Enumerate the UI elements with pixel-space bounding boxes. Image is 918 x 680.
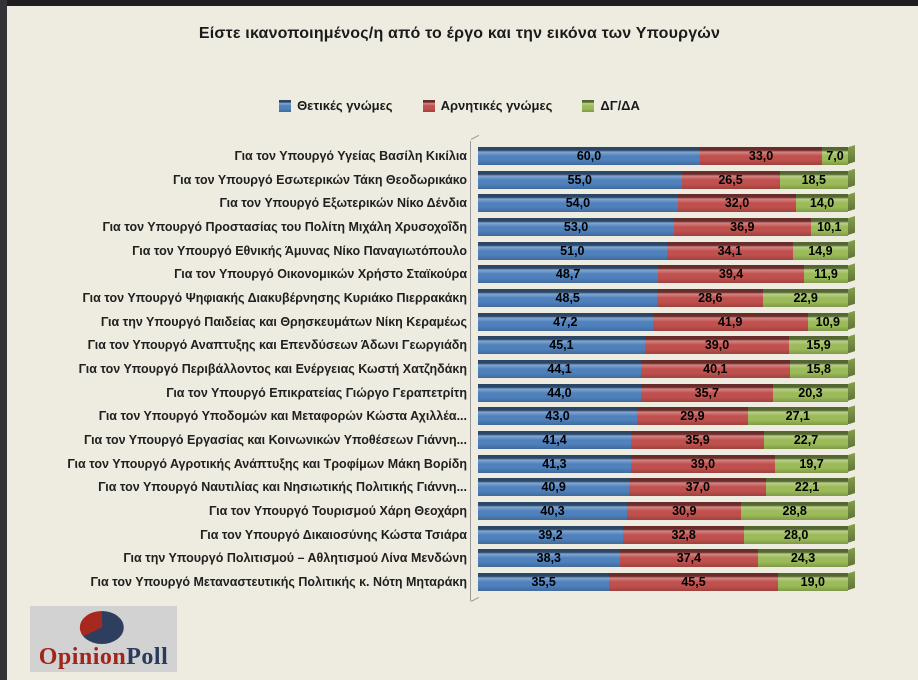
row-label: Για τον Υπουργό Περιβάλλοντος και Ενέργειας Κωστή Χατζηδάκη <box>78 362 467 377</box>
legend-swatch-dontknow-icon <box>582 100 594 112</box>
value-label: 40,3 <box>540 504 565 519</box>
chart-row <box>7 431 918 449</box>
bar-segment-negative <box>657 289 763 307</box>
value-label: 36,9 <box>730 220 755 235</box>
value-label: 38,3 <box>536 551 562 566</box>
row-label: Για τον Υπουργό Υγείας Βασίλη Κικίλια <box>234 149 467 163</box>
value-label: 15,8 <box>806 362 831 377</box>
bar-segment-dontknow <box>793 242 848 260</box>
value-label: 39,0 <box>690 456 716 471</box>
row-label: Για τον Υπουργό Οικονομικών Χρήστο Σταϊκούρα <box>174 267 467 282</box>
bar-segment-dontknow <box>796 194 848 212</box>
logo-text-opinion: Opinion <box>38 644 127 670</box>
bar-segment-negative <box>645 336 789 354</box>
legend-item-negative <box>423 98 553 113</box>
value-label: 32,8 <box>671 527 696 542</box>
chart-row <box>7 289 918 307</box>
chart-row <box>7 242 918 260</box>
bar-segment-dontknow <box>780 171 848 189</box>
bar-segment-dontknow <box>822 147 848 165</box>
row-label: Για τον Υπουργό Μεταναστευτικής Πολιτικής κ. Νότη Μηταράκη <box>90 575 467 590</box>
chart-row <box>7 336 918 354</box>
value-label: 40,9 <box>541 480 566 495</box>
bar-segment-dontknow <box>775 455 848 473</box>
value-label: 7,0 <box>826 149 844 163</box>
value-label: 41,4 <box>542 433 567 448</box>
bar-end-cap <box>848 547 855 566</box>
bar-segment-dontknow <box>741 502 848 520</box>
bar-segment-positive <box>478 242 667 260</box>
chart-row <box>7 573 918 591</box>
bar-segment-positive <box>478 455 631 473</box>
stacked-bar <box>478 289 848 307</box>
value-label: 39,0 <box>704 338 730 353</box>
top-border <box>0 0 918 6</box>
bar-segment-negative <box>627 502 741 520</box>
chart-row <box>7 313 918 331</box>
bar-segment-negative <box>631 455 775 473</box>
value-label: 27,1 <box>785 409 811 424</box>
bar-segment-dontknow <box>790 360 848 378</box>
value-label: 10,1 <box>817 220 842 235</box>
legend-label-negative: Αρνητικές γνώμες <box>440 98 553 113</box>
stacked-bar <box>478 549 848 567</box>
bar-segment-negative <box>658 265 804 283</box>
row-label: Για τον Υπουργό Εργασίας και Κοινωνικών Υποθέσεων Γιάννη... <box>83 433 467 448</box>
bar-segment-dontknow <box>744 526 848 544</box>
bar-end-cap <box>848 240 855 259</box>
bar-end-cap <box>848 358 855 377</box>
opinionpoll-logo <box>30 606 177 672</box>
logo-text-poll: Poll <box>126 644 169 670</box>
stacked-bar <box>478 313 848 331</box>
value-label: 35,5 <box>531 575 556 590</box>
stacked-bar <box>478 265 848 283</box>
value-label: 11,9 <box>814 267 838 282</box>
value-label: 55,0 <box>567 172 592 187</box>
chart-row <box>7 265 918 283</box>
stacked-bar <box>478 573 848 591</box>
bar-segment-positive <box>478 265 658 283</box>
value-label: 39,2 <box>538 527 563 542</box>
stacked-bar <box>478 171 848 189</box>
stacked-bar <box>478 502 848 520</box>
value-label: 39,4 <box>718 267 744 282</box>
legend-item-positive <box>279 98 393 113</box>
row-label: Για τον Υπουργό Προστασίας του Πολίτη Μιχάλη Χρυσοχοΐδη <box>102 220 467 235</box>
value-label: 44,0 <box>547 385 572 400</box>
bar-segment-dontknow <box>773 384 848 402</box>
bar-end-cap <box>848 192 855 211</box>
row-label: Για τον Υπουργό Υποδομών και Μεταφορών Κώστα Αχιλλέα... <box>98 409 467 424</box>
value-label: 54,0 <box>565 196 591 211</box>
value-label: 44,1 <box>547 362 572 377</box>
bar-segment-dontknow <box>778 573 848 591</box>
bar-segment-positive <box>478 526 623 544</box>
chart-row <box>7 360 918 378</box>
bar-segment-positive <box>478 313 653 331</box>
legend <box>7 98 912 113</box>
value-label: 14,0 <box>809 196 835 211</box>
bar-segment-dontknow <box>789 336 848 354</box>
bar-segment-negative <box>637 407 748 425</box>
legend-swatch-negative-icon <box>423 100 435 112</box>
left-border <box>0 0 7 680</box>
stacked-bar <box>478 194 848 212</box>
bar-segment-negative <box>653 313 808 331</box>
legend-label-dontknow: ΔΓ/ΔΑ <box>600 98 640 113</box>
row-label: Για τον Υπουργό Τουρισμού Χάρη Θεοχάρη <box>209 504 467 519</box>
bar-segment-positive <box>478 478 629 496</box>
value-label: 24,3 <box>790 551 816 566</box>
value-label: 10,9 <box>815 314 840 329</box>
bar-end-cap <box>848 453 855 472</box>
chart-row <box>7 455 918 473</box>
bar-end-cap <box>848 476 855 495</box>
stacked-bar <box>478 407 848 425</box>
value-label: 30,9 <box>672 504 697 519</box>
row-label: Για τον Υπουργό Δικαιοσύνης Κώστα Τσιάρα <box>200 527 467 542</box>
value-label: 29,9 <box>680 409 705 424</box>
chart-row <box>7 147 918 165</box>
bar-segment-dontknow <box>764 431 848 449</box>
value-label: 22,7 <box>793 433 819 448</box>
chart-row <box>7 526 918 544</box>
bar-end-cap <box>848 334 855 353</box>
bar-segment-dontknow <box>811 218 848 236</box>
pie-chart-logo-icon <box>79 611 123 644</box>
value-label: 20,3 <box>798 385 823 400</box>
bar-segment-negative <box>682 171 780 189</box>
stacked-bar <box>478 478 848 496</box>
value-label: 26,5 <box>718 172 743 187</box>
bar-segment-dontknow <box>748 407 848 425</box>
value-label: 53,0 <box>563 220 589 235</box>
row-label: Για τον Υπουργό Εξωτερικών Νίκο Δένδια <box>219 196 467 211</box>
bar-segment-negative <box>631 431 764 449</box>
bar-end-cap <box>848 311 855 330</box>
bar-segment-negative <box>700 147 822 165</box>
row-label: Για τον Υπουργό Εθνικής Άμυνας Νίκο Παναγιωτόπουλο <box>132 243 467 258</box>
value-label: 18,5 <box>801 172 826 187</box>
value-label: 37,0 <box>685 480 710 495</box>
bar-segment-positive <box>478 360 641 378</box>
stacked-bar <box>478 147 848 165</box>
value-label: 45,5 <box>681 575 706 590</box>
legend-item-dontknow <box>582 98 640 113</box>
bar-segment-positive <box>478 194 678 212</box>
bar-segment-positive <box>478 407 637 425</box>
stacked-bar <box>478 431 848 449</box>
bar-end-cap <box>848 145 855 164</box>
row-label: Για τον Υπουργό Αγροτικής Ανάπτυξης και Τροφίμων Μάκη Βορίδη <box>67 456 467 471</box>
bar-segment-positive <box>478 147 700 165</box>
chart-row <box>7 194 918 212</box>
bar-end-cap <box>848 429 855 448</box>
value-label: 35,7 <box>694 385 719 400</box>
bar-end-cap <box>848 571 855 590</box>
value-label: 60,0 <box>576 149 602 163</box>
value-label: 28,6 <box>698 291 723 306</box>
chart-row <box>7 384 918 402</box>
bar-end-cap <box>848 382 855 401</box>
bar-end-cap <box>848 287 855 306</box>
bar-end-cap <box>848 263 855 282</box>
bar-segment-positive <box>478 336 645 354</box>
bar-segment-negative <box>609 573 777 591</box>
value-label: 48,5 <box>555 291 580 306</box>
row-label: Για τον Υπουργό Ναυτιλίας και Νησιωτικής Πολιτικής Γιάννη... <box>98 480 467 495</box>
value-label: 47,2 <box>553 314 578 329</box>
stacked-bar <box>478 526 848 544</box>
bar-segment-negative <box>641 384 773 402</box>
chart-row <box>7 218 918 236</box>
bar-end-cap <box>848 169 855 188</box>
value-label: 48,7 <box>555 267 581 282</box>
chart-row <box>7 407 918 425</box>
value-label: 34,1 <box>717 243 742 258</box>
value-label: 14,9 <box>808 243 833 258</box>
value-label: 28,0 <box>784 527 809 542</box>
chart-rows <box>7 147 918 591</box>
bar-segment-positive <box>478 218 674 236</box>
value-label: 41,9 <box>717 314 743 329</box>
bar-segment-negative <box>678 194 796 212</box>
row-label: Για τον Υπουργό Επικρατείας Γιώργο Γεραπετρίτη <box>166 385 467 400</box>
legend-label-positive: Θετικές γνώμες <box>297 98 393 113</box>
stacked-bar <box>478 218 848 236</box>
row-label: Για τον Υπουργό Ψηφιακής Διακυβέρνησης Κυριάκο Πιερρακάκη <box>82 291 467 306</box>
bar-segment-dontknow <box>804 265 848 283</box>
stacked-bar <box>478 455 848 473</box>
stacked-bar <box>478 384 848 402</box>
bar-segment-dontknow <box>808 313 848 331</box>
bar-end-cap <box>848 405 855 424</box>
bar-segment-positive <box>478 549 620 567</box>
chart-area <box>7 147 918 597</box>
bar-segment-dontknow <box>758 549 848 567</box>
bar-segment-positive <box>478 431 631 449</box>
stacked-bar <box>478 336 848 354</box>
value-label: 19,0 <box>800 575 825 590</box>
value-label: 41,3 <box>542 456 567 471</box>
bar-segment-negative <box>623 526 744 544</box>
bar-segment-dontknow <box>766 478 848 496</box>
bar-segment-negative <box>629 478 766 496</box>
value-label: 22,9 <box>793 291 818 306</box>
value-label: 45,1 <box>549 338 574 353</box>
bar-segment-positive <box>478 384 641 402</box>
chart-row <box>7 478 918 496</box>
value-label: 15,9 <box>806 338 831 353</box>
bar-segment-dontknow <box>763 289 848 307</box>
value-label: 28,8 <box>782 504 807 519</box>
chart-row <box>7 171 918 189</box>
value-label: 40,1 <box>703 362 728 377</box>
row-label: Για την Υπουργό Πολιτισμού – Αθλητισμού Λίνα Μενδώνη <box>123 551 467 566</box>
row-label: Για την Υπουργό Παιδείας και Θρησκευμάτων Νίκη Κεραμέως <box>100 314 467 329</box>
legend-swatch-positive-icon <box>279 100 291 112</box>
chart-row <box>7 549 918 567</box>
chart-title: Είστε ικανοποιημένος/η από το έργο και την εικόνα των Υπουργών <box>198 25 721 42</box>
bar-end-cap <box>848 216 855 235</box>
bar-end-cap <box>848 524 855 543</box>
bar-segment-positive <box>478 573 609 591</box>
bar-segment-negative <box>620 549 758 567</box>
value-label: 37,4 <box>676 551 702 566</box>
row-label: Για τον Υπουργό Εσωτερικών Τάκη Θεοδωρικάκο <box>173 172 467 187</box>
bar-segment-positive <box>478 502 627 520</box>
value-label: 33,0 <box>748 149 774 163</box>
bar-segment-positive <box>478 289 657 307</box>
chart-row <box>7 502 918 520</box>
value-label: 51,0 <box>560 243 585 258</box>
logo-text <box>30 644 177 670</box>
bar-segment-positive <box>478 171 682 189</box>
value-label: 22,1 <box>794 480 820 495</box>
stacked-bar <box>478 360 848 378</box>
value-label: 19,7 <box>799 456 824 471</box>
row-label: Για τον Υπουργό Αναπτυξης και Επενδύσεων Άδωνι Γεωργιάδη <box>87 338 467 353</box>
bar-segment-negative <box>674 218 811 236</box>
bar-segment-negative <box>641 360 789 378</box>
value-label: 32,0 <box>724 196 750 211</box>
axis-line <box>470 141 476 601</box>
bar-end-cap <box>848 500 855 519</box>
value-label: 43,0 <box>545 409 570 424</box>
value-label: 35,9 <box>685 433 710 448</box>
stacked-bar <box>478 242 848 260</box>
bar-segment-negative <box>667 242 793 260</box>
